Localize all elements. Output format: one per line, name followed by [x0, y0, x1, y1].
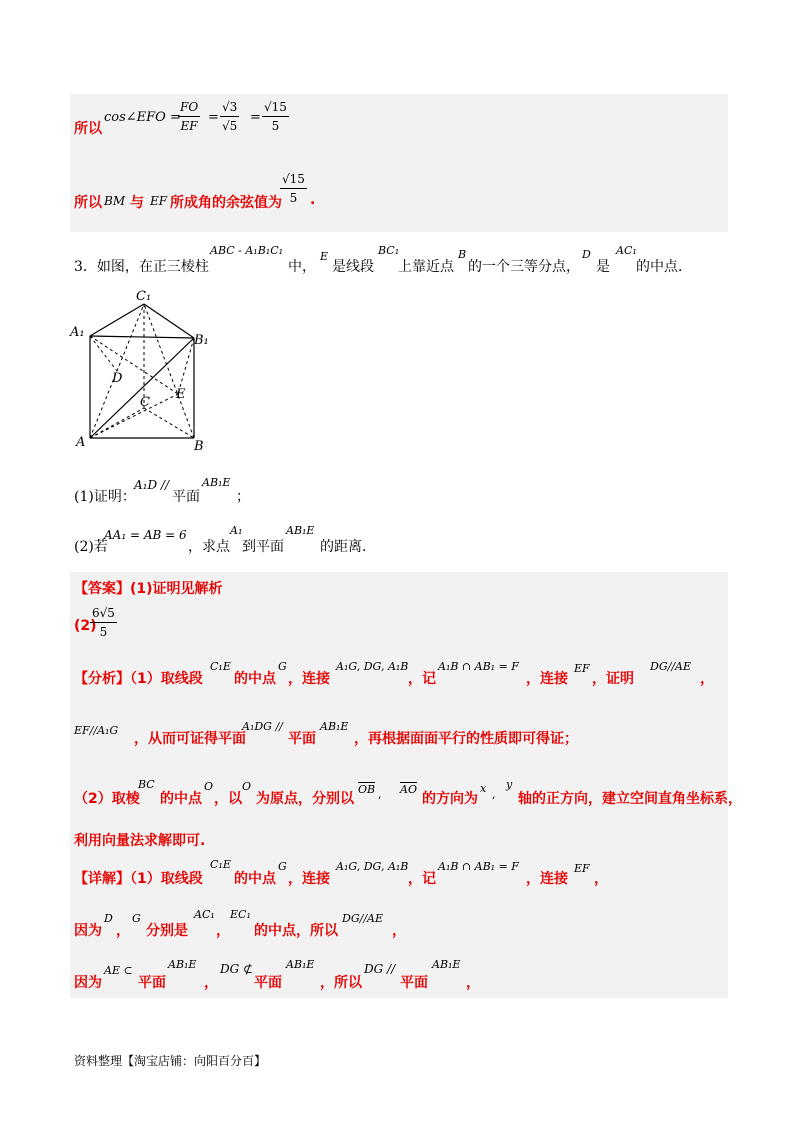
label-b1: B₁ — [194, 333, 209, 348]
problem-statement — [74, 244, 734, 278]
detail-l2-t5: 的中点，所以 — [254, 923, 338, 939]
frac-den: 5 — [289, 191, 298, 205]
edge-c-b — [144, 408, 194, 438]
problem-number: 3．如图，在正三棱柱 — [74, 259, 209, 275]
ef-label: EF — [150, 194, 168, 208]
label-d: D — [112, 371, 123, 386]
analysis-bc: BC — [138, 778, 155, 791]
frac-num: √15 — [262, 98, 289, 117]
detail-l3-t2: ， — [204, 975, 218, 991]
ac1-label: AC₁ — [616, 244, 637, 257]
detail-plane2: 平面 — [254, 975, 282, 991]
analysis-list: A₁G, DG, A₁B — [336, 660, 409, 673]
frac-den: 5 — [99, 625, 108, 639]
conclusion-text: 所成角的余弦值为 — [170, 195, 282, 211]
analysis-t3: ，记 — [408, 671, 436, 687]
conclusion-end: . — [310, 192, 316, 208]
frac-fo-ef — [178, 98, 200, 135]
detail-g2: G — [132, 912, 141, 925]
b-label: B — [458, 248, 467, 261]
analysis-line-1 — [74, 660, 724, 686]
label-a: A — [76, 435, 86, 450]
e-label: E — [320, 250, 329, 263]
q1-expr: A₁D // — [134, 478, 169, 492]
frac-num: √15 — [280, 170, 307, 189]
detail-plane1: 平面 — [138, 975, 166, 991]
line-a-e — [90, 394, 178, 438]
analysis-line-2 — [74, 718, 724, 747]
detail-l2-t4: ， — [216, 923, 230, 939]
q1-plane-expr: AB₁E — [202, 476, 231, 489]
q1-end: ； — [236, 489, 250, 505]
cos-prefix: 所以 — [74, 121, 102, 137]
analysis-ab1e: AB₁E — [320, 720, 349, 733]
analysis-inter: A₁B ∩ AB₁ = F — [438, 660, 519, 673]
detail-ab1e2: AB₁E — [286, 958, 315, 971]
frac-sqrt3-sqrt5 — [220, 98, 239, 135]
edge-c1-b1 — [144, 304, 194, 338]
problem-t1: 中， — [288, 259, 316, 275]
q1-plane: 平面 — [172, 489, 200, 505]
comma: , — [378, 788, 382, 801]
label-c1: C₁ — [136, 289, 152, 304]
analysis-l3-t2: 的中点 — [160, 791, 202, 807]
problem-t6: 的中点. — [636, 259, 683, 275]
answer-line2-prefix: (2) — [74, 618, 97, 634]
detail-plane3: 平面 — [400, 975, 428, 991]
analysis-l3-t4: 为原点，分别以 — [256, 791, 354, 807]
analysis-ef-a1g: EF//A₁G — [74, 724, 119, 737]
answer-line-1: 【答案】(1)证明见解析 — [74, 581, 223, 597]
detail-inter: A₁B ∩ AB₁ = F — [438, 860, 519, 873]
analysis-ef: EF — [574, 662, 590, 675]
frac-den: EF — [180, 119, 198, 133]
detail-l2-t2: ， — [116, 923, 130, 939]
edge-a1-b1 — [90, 336, 194, 338]
line-a1-d — [90, 336, 117, 371]
q2-t3: 的距离. — [320, 539, 367, 555]
analysis-c1e: C₁E — [210, 660, 231, 673]
analysis-t6: ， — [700, 671, 714, 687]
frac-num: √3 — [220, 98, 239, 117]
and-text: 与 — [130, 195, 144, 211]
label-e: E — [176, 387, 186, 402]
detail-dg: DG ⊄ — [220, 962, 254, 976]
detail-ef: EF — [574, 862, 590, 875]
frac-num: 6√5 — [90, 604, 117, 623]
q2-t2: 到平面 — [242, 539, 284, 555]
answer-line-2 — [74, 604, 174, 648]
problem-t5: 是 — [596, 259, 610, 275]
detail-dg2: DG // — [364, 962, 396, 976]
comma: , — [492, 788, 496, 801]
analysis-a1dg: A₁DG // — [242, 720, 283, 733]
detail-t4: ，连接 — [526, 871, 568, 887]
q2-t1: ，求点 — [188, 539, 230, 555]
d-label: D — [582, 248, 591, 261]
detail-l3-t4: ， — [466, 975, 480, 991]
q2-a1: A₁ — [230, 524, 243, 537]
analysis-o2: O — [242, 780, 252, 793]
conclusion-line — [74, 168, 374, 218]
answer-frac — [90, 604, 117, 641]
detail-t3: ，记 — [408, 871, 436, 887]
label-a1: A₁ — [70, 325, 85, 340]
detail-l2-t3: 分别是 — [146, 923, 188, 939]
conclusion-prefix: 所以 — [74, 195, 102, 211]
analysis-l2-t2: 平面 — [288, 731, 316, 747]
analysis-line-3 — [74, 776, 742, 807]
problem-t3: 上靠近点 — [398, 259, 454, 275]
question-1 — [74, 478, 374, 508]
detail-d: D — [104, 912, 113, 925]
detail-tag: 【详解】（1）取线段 — [74, 871, 203, 887]
bc1-label: BC₁ — [378, 244, 400, 257]
detail-c1e: C₁E — [210, 858, 231, 871]
detail-ab1e3: AB₁E — [432, 958, 461, 971]
conclusion-frac — [280, 170, 307, 207]
line-b-c1 — [144, 304, 194, 438]
detail-l3-t3: ，所以 — [320, 975, 362, 991]
equals-sign: = — [250, 110, 261, 125]
analysis-line-4: 利用向量法求解即可. — [74, 833, 206, 849]
detail-ae: AE ⊂ — [104, 964, 133, 977]
analysis-l3-t5: 的方向为 — [422, 791, 478, 807]
detail-g: G — [278, 860, 287, 873]
label-b: B — [194, 439, 204, 454]
frac-num: FO — [178, 98, 200, 117]
detail-line-1 — [74, 856, 724, 887]
q2-plane-expr: AB₁E — [286, 524, 315, 537]
detail-line-2 — [74, 906, 724, 939]
analysis-x: x — [480, 782, 487, 795]
problem-t2: 是线段 — [332, 259, 374, 275]
analysis-o: O — [204, 780, 214, 793]
frac-den: √5 — [222, 119, 238, 133]
detail-l2-t1: 因为 — [74, 923, 102, 939]
label-c: C — [140, 395, 150, 410]
detail-t1: 的中点 — [234, 871, 276, 887]
cos-lhs: cos∠EFO = — [104, 110, 181, 125]
q2-prefix: (2)若 — [74, 539, 108, 555]
analysis-l3-t1: （2）取棱 — [74, 791, 140, 807]
detail-l2-t6: ， — [392, 923, 406, 939]
detail-list: A₁G, DG, A₁B — [336, 860, 409, 873]
frac-sqrt15-5 — [262, 98, 289, 135]
frac-den: 5 — [271, 119, 280, 133]
prism-label: ABC - A₁B₁C₁ — [210, 244, 284, 257]
analysis-t4: ，连接 — [526, 671, 568, 687]
analysis-ao-vector: AO — [400, 783, 417, 796]
detail-t2: ，连接 — [288, 871, 330, 887]
q2-expr: AA₁ = AB = 6 — [104, 528, 187, 542]
analysis-dg-ae: DG//AE — [650, 660, 691, 673]
analysis-ob-vector: OB — [358, 783, 376, 796]
detail-t5: ， — [594, 871, 608, 887]
question-2 — [74, 524, 474, 558]
analysis-y: y — [506, 778, 513, 791]
analysis-t5: ，证明 — [592, 671, 634, 687]
analysis-t2: ，连接 — [288, 671, 330, 687]
analysis-g: G — [278, 660, 287, 673]
prism-figure — [66, 284, 226, 454]
analysis-l2-t3: ，再根据面面平行的性质即可得证； — [354, 731, 578, 747]
bm-label: BM — [104, 194, 126, 208]
problem-t4: 的一个三等分点， — [468, 259, 580, 275]
detail-line-3 — [74, 956, 724, 991]
analysis-tag: 【分析】（1）取线段 — [74, 671, 203, 687]
line-a1-d-e — [90, 336, 178, 394]
detail-ec1: EC₁ — [230, 908, 251, 921]
page-footer: 资料整理【淘宝店铺：向阳百分百】 — [74, 1054, 267, 1068]
analysis-l3-t3: ，以 — [214, 791, 242, 807]
edge-c1-a1 — [90, 304, 144, 336]
equals-sign: = — [208, 110, 219, 125]
analysis-t1: 的中点 — [234, 671, 276, 687]
analysis-l2-t1: ，从而可证得平面 — [134, 731, 246, 747]
analysis-l3-t6: 轴的正方向，建立空间直角坐标系， — [518, 791, 742, 807]
detail-dgae: DG//AE — [342, 912, 383, 925]
q1-prefix: (1)证明： — [74, 489, 136, 505]
detail-l3-t1: 因为 — [74, 975, 102, 991]
detail-ac1: AC₁ — [194, 908, 215, 921]
detail-ab1e1: AB₁E — [168, 958, 197, 971]
